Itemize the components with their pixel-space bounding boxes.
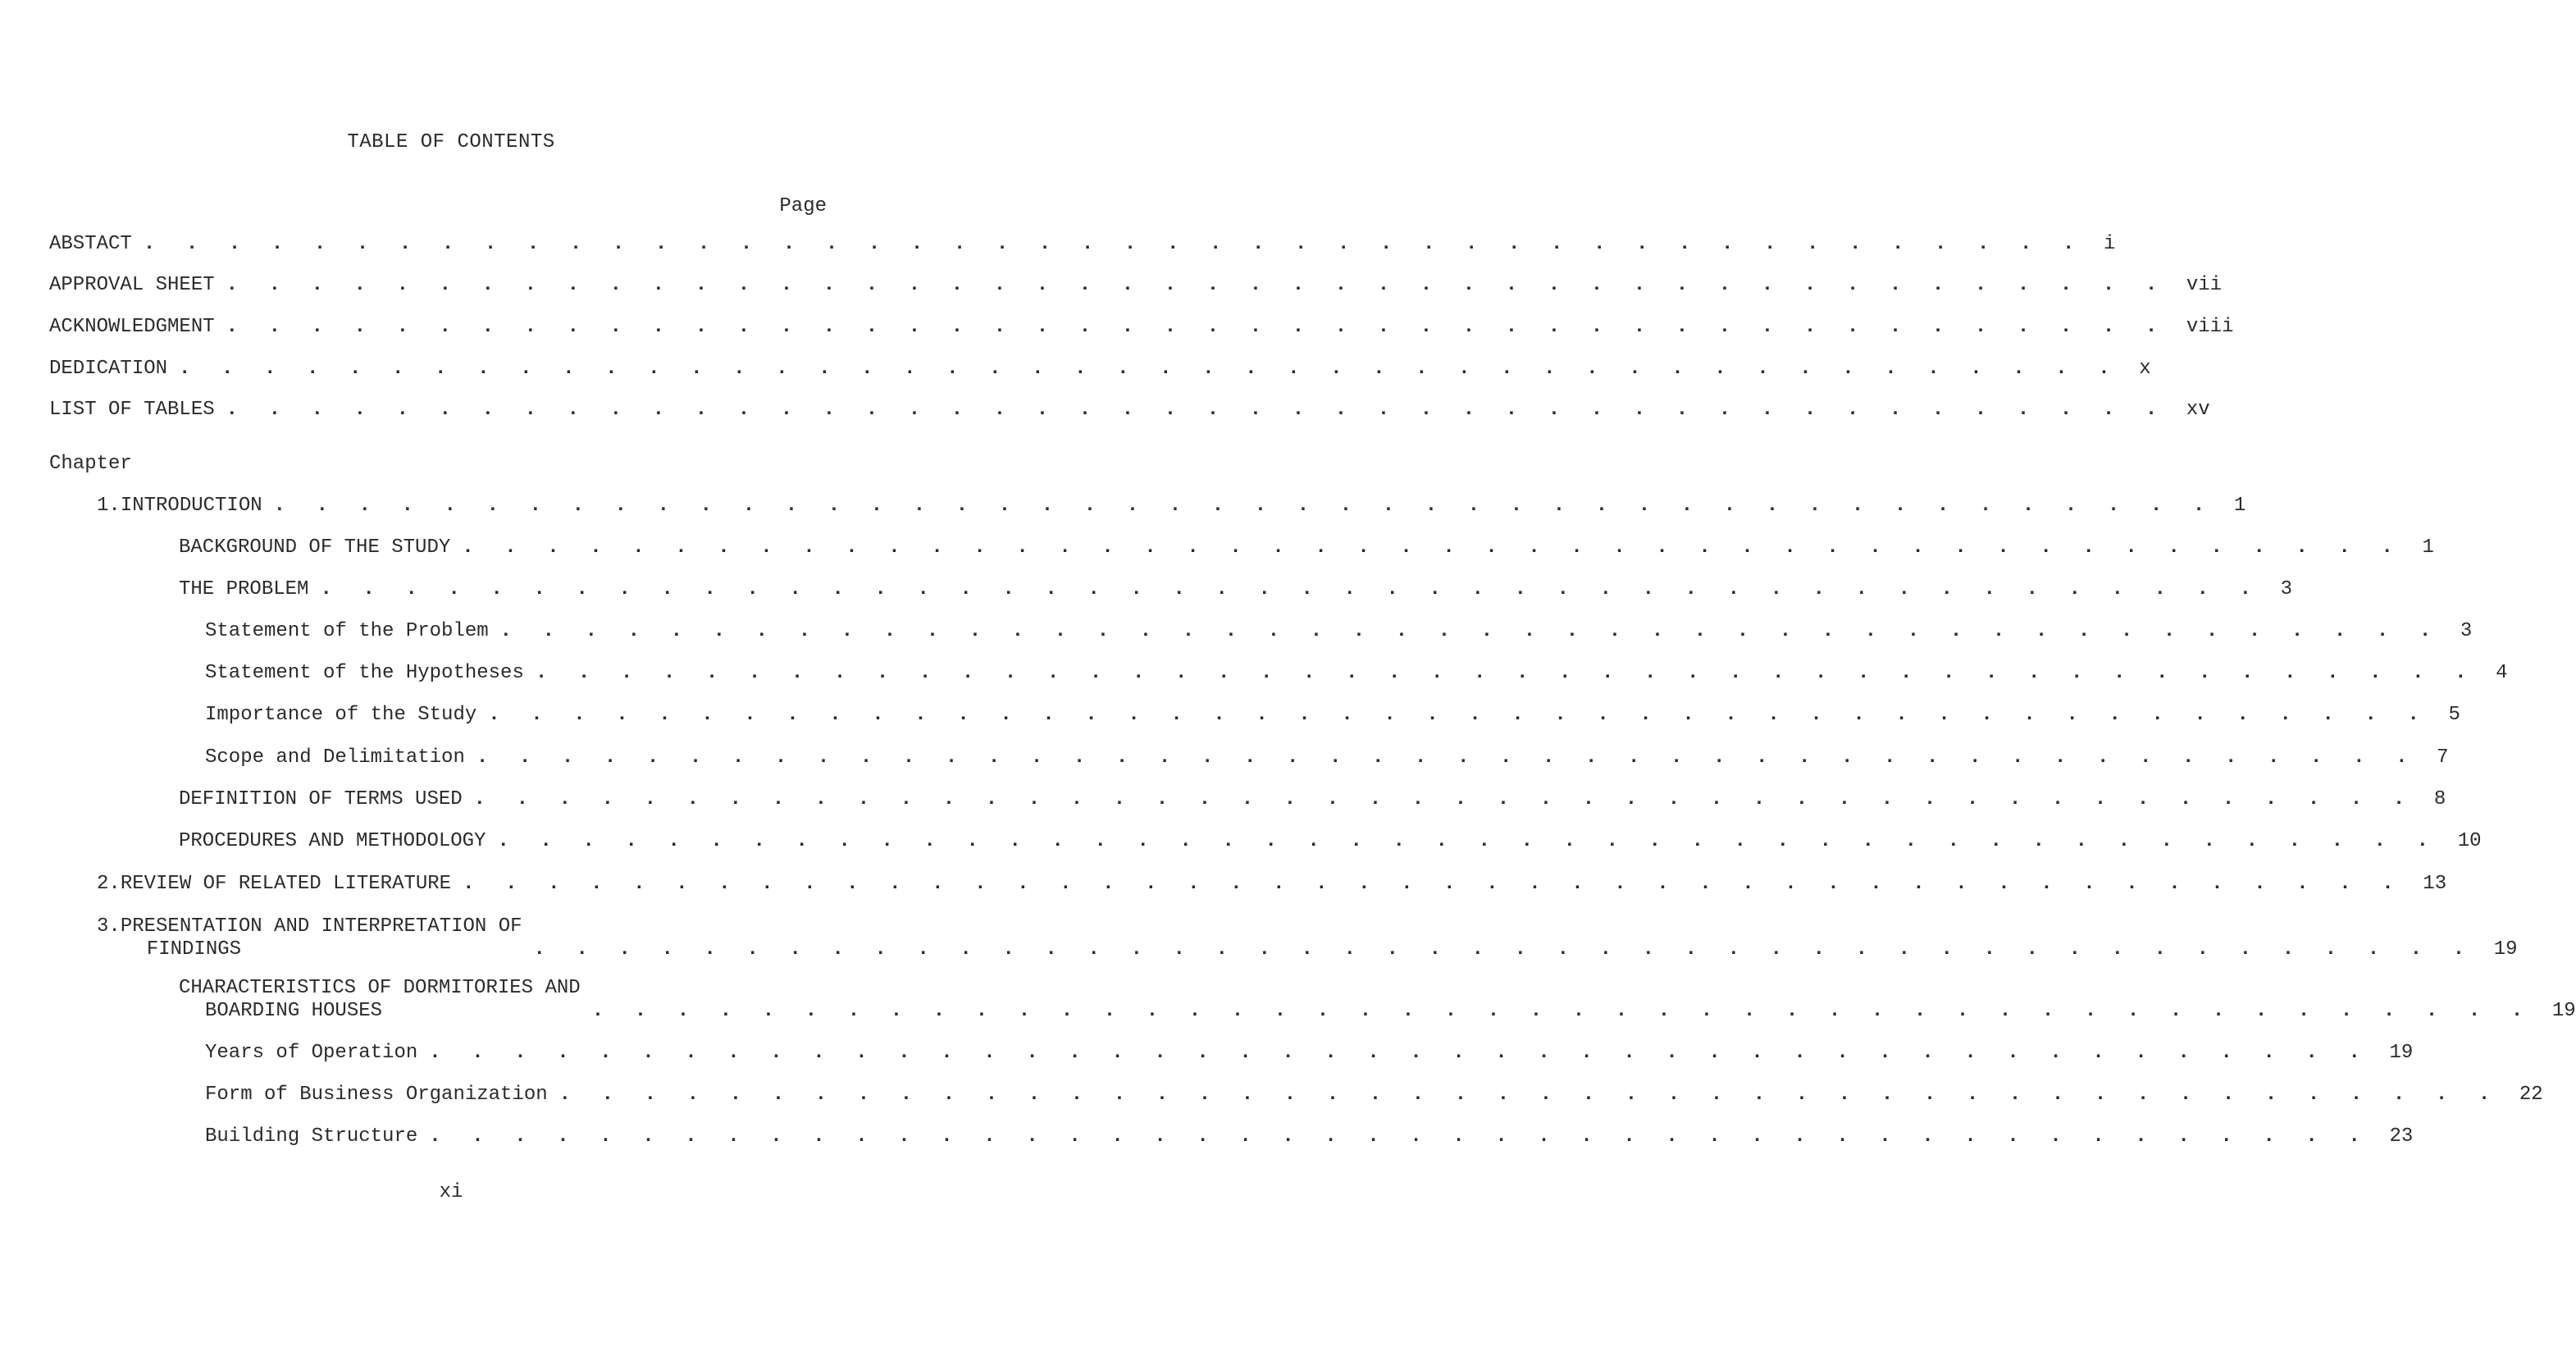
- toc-entry-label: Years of Operation: [205, 1042, 418, 1064]
- leader-dots: . . . . . . . . . . . . . . . . . . . . . . . . . . . . . . . . . . . . . . . . . . . . . .: [226, 399, 2167, 421]
- leader-dots: . . . . . . . . . . . . . . . . . . . . . . . . . . . . . . . . . . . . . . . . . . . . . .: [488, 704, 2429, 726]
- toc-entry-label-line1: PRESENTATION AND INTERPRETATION OF: [120, 915, 522, 938]
- chapter-number: 3.: [97, 915, 121, 938]
- toc-entry-scope[interactable]: [205, 746, 2449, 769]
- toc-entry-label: REVIEW OF RELATED LITERATURE: [120, 873, 452, 895]
- toc-entry-page: i: [2104, 233, 2116, 255]
- toc-entry-label-line2: FINDINGS: [146, 938, 242, 961]
- toc-entry-label: Building Structure: [205, 1125, 418, 1148]
- toc-entry-page: vii: [2186, 274, 2223, 296]
- toc-entry-label: DEDICATION: [49, 358, 168, 380]
- toc-entry-years-operation[interactable]: [205, 1042, 2414, 1065]
- toc-entry-dedication[interactable]: [49, 358, 2151, 381]
- leader-dots: . . . . . . . . . . . . . . . . . . . . . . . . . . . . . . . . . . . . . . . . . . . . . .: [320, 578, 2261, 600]
- toc-entry-label: Statement of the Hypotheses: [205, 662, 524, 684]
- toc-entry-page: 1: [2233, 495, 2246, 517]
- leader-dots: . . . . . . . . . . . . . . . . . . . . . . . . . . . . . . . . . . . . . . . . . . . . . .: [499, 620, 2441, 642]
- toc-entry-label: ACKNOWLEDGMENT: [49, 316, 215, 338]
- page-column-label: Page: [779, 195, 827, 217]
- leader-dots: . . . . . . . . . . . . . . . . . . . . . . . . . . . . . . . . . . . . . . . . . . . . . .: [463, 873, 2404, 895]
- toc-entry-page: 23: [2389, 1125, 2414, 1148]
- chapter-number: 2.: [97, 873, 121, 895]
- toc-entry-label: [179, 977, 581, 1023]
- toc-entry-acknowledgment[interactable]: [49, 316, 2234, 339]
- toc-entry-page: 22: [2519, 1084, 2543, 1106]
- toc-entry-page: 8: [2433, 788, 2446, 810]
- leader-dots: . . . . . . . . . . . . . . . . . . . . . . . . . . . . . . . . . . . . . . . . . . . . . .: [226, 316, 2167, 338]
- toc-entry-page: 10: [2457, 830, 2482, 852]
- toc-entry-label: APPROVAL SHEET: [49, 274, 215, 296]
- leader-dots: . . . . . . . . . . . . . . . . . . . . . . . . . . . . . . . . . . . . . . . . . . . . . .: [429, 1125, 2370, 1148]
- toc-entry-label-line2: BOARDING HOUSES: [205, 1000, 383, 1022]
- leader-dots: . . . . . . . . . . . . . . . . . . . . . . . . . . . . . . . . . . . . . . . . . . . . . .: [179, 358, 2120, 380]
- toc-entry-chapter-1[interactable]: [97, 495, 2246, 518]
- toc-entry-approval-sheet[interactable]: [49, 274, 2223, 297]
- toc-entry-chapter-2[interactable]: [97, 873, 2447, 896]
- toc-entry-abstract[interactable]: [49, 233, 2116, 256]
- leader-dots: . . . . . . . . . . . . . . . . . . . . . . . . . . . . . . . . . . . . . . . . . . . . . .: [462, 536, 2403, 559]
- toc-entry-label: Importance of the Study: [205, 704, 477, 726]
- toc-entry-page: viii: [2186, 316, 2234, 338]
- leader-dots: . . . . . . . . . . . . . . . . . . . . . . . . . . . . . . . . . . . . . . . . . . . . . .: [497, 830, 2438, 852]
- toc-entry-label: Form of Business Organization: [205, 1084, 548, 1106]
- toc-entry-label: ABSTACT: [49, 233, 132, 255]
- toc-entry-page: x: [2139, 358, 2151, 380]
- toc-entry-label: Statement of the Problem: [205, 620, 489, 642]
- toc-entry-page: 5: [2448, 704, 2460, 726]
- toc-entry-page: 7: [2437, 746, 2449, 769]
- toc-entry-characteristics[interactable]: [179, 977, 2576, 1023]
- toc-entry-page: 19: [2551, 1000, 2576, 1022]
- leader-dots: . . . . . . . . . . . . . . . . . . . . . . . . . . . . . . . . . . . . . . . . . . . . . .: [559, 1084, 2500, 1106]
- toc-entry-definition-terms[interactable]: [179, 788, 2446, 811]
- leader-dots: . . . . . . . . . . . . . . . . . . . . . . . . . . . . . . . . . . . . . . . . . . . . . .: [535, 662, 2477, 684]
- toc-entry-page: 4: [2496, 662, 2508, 684]
- toc-entry-label: BACKGROUND OF THE STUDY: [179, 536, 451, 559]
- toc-entry-page: 13: [2423, 873, 2447, 895]
- toc-entry-procedures[interactable]: [179, 830, 2482, 853]
- leader-dots: . . . . . . . . . . . . . . . . . . . . . . . . . . . . . . . . . . . . . . . . . . . . . .: [429, 1042, 2370, 1064]
- leader-dots: . . . . . . . . . . . . . . . . . . . . . . . . . . . . . . . . . . . . . . . . . . . . . .: [273, 495, 2214, 517]
- toc-entry-list-of-tables[interactable]: [49, 399, 2210, 422]
- toc-entry-statement-hypotheses[interactable]: [205, 662, 2508, 685]
- toc-entry-the-problem[interactable]: [179, 578, 2293, 601]
- toc-entry-label: LIST OF TABLES: [49, 399, 215, 421]
- chapter-number: 1.: [97, 495, 121, 517]
- toc-entry-label: [121, 915, 522, 961]
- toc-entry-page: 3: [2460, 620, 2473, 642]
- toc-entry-building-structure[interactable]: [205, 1125, 2414, 1148]
- page-number: xi: [439, 1181, 463, 1203]
- toc-entry-label: DEFINITION OF TERMS USED: [179, 788, 463, 810]
- toc-entry-chapter-3[interactable]: [97, 915, 2518, 961]
- toc-entry-label: THE PROBLEM: [179, 578, 309, 600]
- leader-dots: . . . . . . . . . . . . . . . . . . . . . . . . . . . . . . . . . . . . . . . . . . . . . .: [226, 274, 2167, 296]
- leader-dots: . . . . . . . . . . . . . . . . . . . . . . . . . . . . . . . . . . . . . . . . . . . . . .: [473, 788, 2414, 810]
- toc-entry-page: 19: [2389, 1042, 2414, 1064]
- toc-entry-importance[interactable]: [205, 704, 2460, 727]
- toc-entry-label: INTRODUCTION: [120, 495, 262, 517]
- page-title: TABLE OF CONTENTS: [347, 131, 555, 153]
- toc-entry-page: 19: [2493, 938, 2518, 961]
- toc-entry-business-organization[interactable]: [205, 1084, 2543, 1107]
- toc-entry-page: xv: [2186, 399, 2210, 421]
- toc-entry-label: Scope and Delimitation: [205, 746, 465, 769]
- leader-dots: . . . . . . . . . . . . . . . . . . . . . . . . . . . . . . . . . . . . . . . . . . . . . .: [476, 746, 2418, 769]
- toc-entry-label: PROCEDURES AND METHODOLOGY: [179, 830, 486, 852]
- toc-entry-statement-problem[interactable]: [205, 620, 2473, 643]
- toc-entry-page: 1: [2422, 536, 2434, 559]
- chapter-heading: Chapter: [49, 453, 132, 475]
- toc-entry-label-line1: CHARACTERISTICS OF DORMITORIES AND: [179, 977, 581, 999]
- toc-entry-background[interactable]: [179, 536, 2434, 559]
- toc-entry-page: 3: [2280, 578, 2293, 600]
- leader-dots: . . . . . . . . . . . . . . . . . . . . . . . . . . . . . . . . . . . . . . . . . . . . . .: [533, 938, 2474, 961]
- leader-dots: . . . . . . . . . . . . . . . . . . . . . . . . . . . . . . . . . . . . . . . . . . . . . .: [143, 233, 2085, 255]
- leader-dots: . . . . . . . . . . . . . . . . . . . . . . . . . . . . . . . . . . . . . . . . . . . . . .: [591, 1000, 2533, 1022]
